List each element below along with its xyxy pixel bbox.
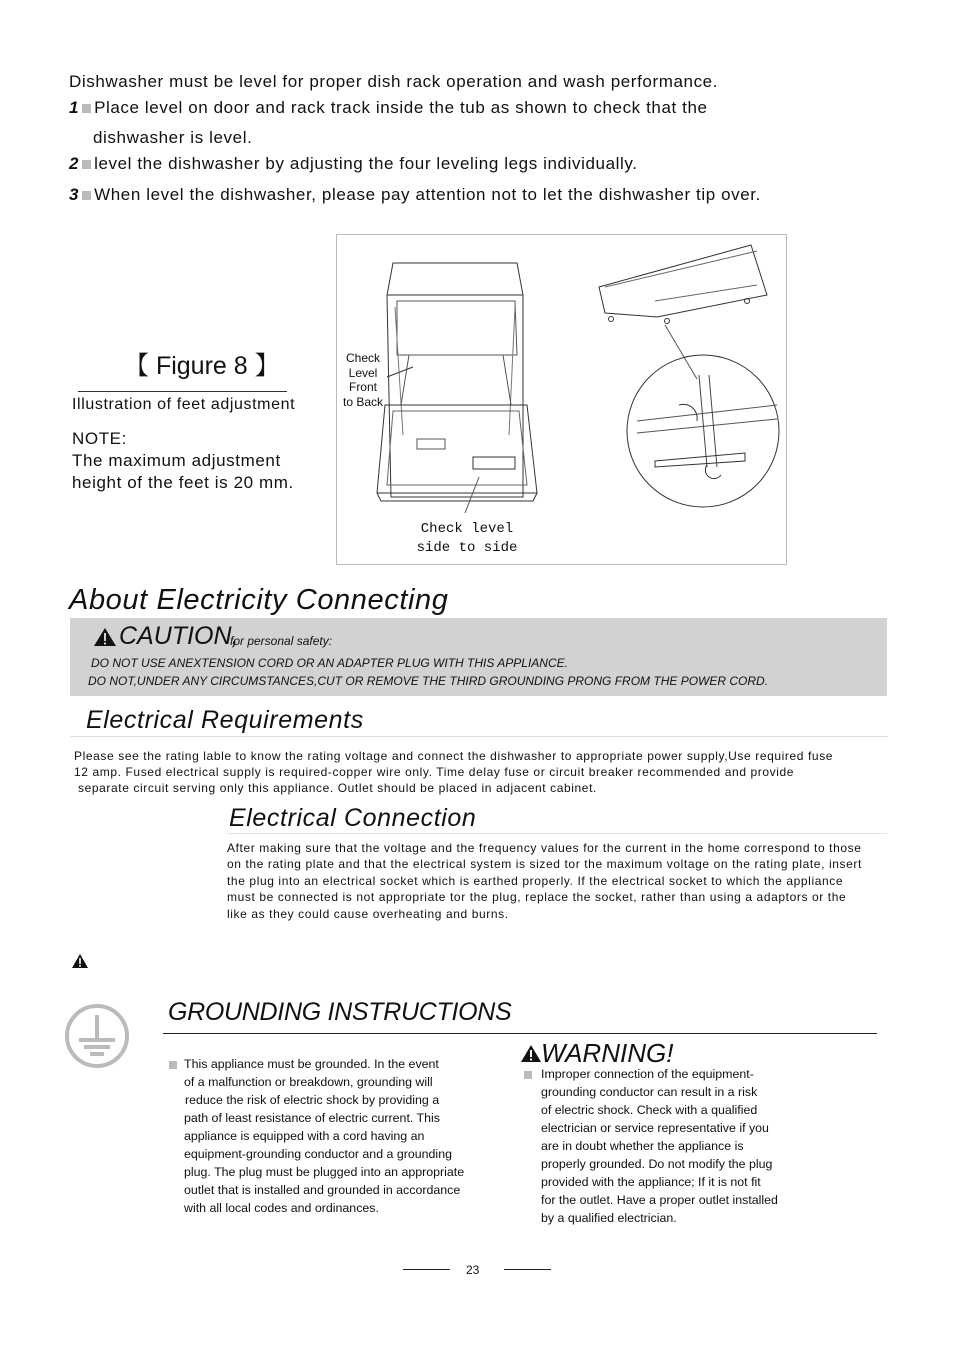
grounding-paragraph xyxy=(184,1055,464,1217)
requirements-line-2: 12 amp. Fused electrical supply is required-copper wire only. Time delay fuse or circuit breaker recommended and provide xyxy=(74,765,795,779)
warning-triangle-icon xyxy=(93,627,117,647)
warning-line-8: for the outlet. Have a proper outlet installed xyxy=(541,1193,778,1207)
step-2-text: level the dishwasher by adjusting the four leveling legs individually. xyxy=(94,154,638,173)
warning-paragraph xyxy=(541,1065,778,1227)
grounding-line-9: with all local codes and ordinances. xyxy=(184,1201,379,1215)
warning-line-2: grounding conductor can result in a risk xyxy=(541,1085,758,1099)
warning-line-7: provided with the appliance; If it is not fit xyxy=(541,1175,761,1189)
warning-line-1: Improper connection of the equipment- xyxy=(541,1067,754,1081)
requirements-line-3: separate circuit serving only this appliance. Outlet should be placed in adjacent cabinet. xyxy=(78,781,597,795)
step-3 xyxy=(69,185,761,205)
bullet-square-icon xyxy=(82,104,91,113)
front-label-line-1: Check xyxy=(345,351,380,365)
page-number-rule-left xyxy=(403,1269,450,1270)
grounding-line-8: outlet that is installed and grounded in accordance xyxy=(184,1183,461,1197)
step-3-number: 3 xyxy=(69,185,80,204)
grounding-line-6: equipment-grounding conductor and a grounding xyxy=(184,1147,452,1161)
step-1-number: 1 xyxy=(69,98,80,117)
step-3-text: When level the dishwasher, please pay attention not to let the dishwasher tip over. xyxy=(94,185,761,204)
grounding-line-1: This appliance must be grounded. In the event xyxy=(184,1057,439,1071)
caution-line-1: DO NOT USE ANEXTENSION CORD OR AN ADAPTER PLUG WITH THIS APPLIANCE. xyxy=(91,656,568,670)
section-heading-requirements: Electrical Requirements xyxy=(86,706,364,734)
figure-caption: Illustration of feet adjustment xyxy=(72,396,296,413)
step-2-number: 2 xyxy=(69,154,80,173)
connection-rule xyxy=(227,833,887,834)
figure-8-illustration xyxy=(336,234,787,565)
side-label-line-2: side to side xyxy=(416,540,518,556)
grounding-line-7: plug. The plug must be plugged into an appropriate xyxy=(184,1165,465,1179)
bullet-square-icon xyxy=(82,191,91,200)
figure-title-rule xyxy=(78,391,287,392)
note-label: NOTE: xyxy=(72,429,127,448)
warning-heading: WARNING! xyxy=(541,1038,674,1068)
step-2 xyxy=(69,154,638,174)
step-1-continuation: dishwasher is level. xyxy=(93,128,253,147)
section-heading-electricity: About Electricity Connecting xyxy=(69,584,449,616)
grounding-line-3: reduce the risk of electric shock by providing a xyxy=(185,1093,440,1107)
connection-line-1: After making sure that the voltage and the frequency values for the current in the home correspond to those xyxy=(227,841,862,855)
front-label-line-4: to Back xyxy=(342,394,384,409)
page-number: 23 xyxy=(466,1263,480,1277)
bullet-square-icon xyxy=(524,1071,532,1079)
bullet-square-icon xyxy=(169,1061,177,1069)
front-label-line-3: Front xyxy=(348,380,377,394)
warning-line-3: of electric shock. Check with a qualified xyxy=(541,1103,758,1117)
page-number-rule-right xyxy=(504,1269,551,1270)
warning-line-4: electrician or service representative if you xyxy=(541,1121,769,1135)
label-check-level-front-to-back xyxy=(339,351,387,409)
bullet-square-icon xyxy=(82,160,91,169)
step-1 xyxy=(69,98,708,118)
warning-triangle-icon xyxy=(520,1044,542,1063)
connection-line-4: must be connected is not appropriate tor the plug, replace the socket, rather than using a adaptors or the xyxy=(227,890,847,904)
connection-line-2: on the rating plate and that the electrical system is sized tor the maximum voltage on the rating plate, insert xyxy=(227,857,862,871)
grounding-rule xyxy=(163,1033,877,1034)
note-line-2: height of the feet is 20 mm. xyxy=(72,473,294,492)
figure-title: 【 Figure 8 】 xyxy=(124,352,280,380)
ground-symbol-icon xyxy=(64,1003,130,1069)
connection-line-3: the plug into an electrical socket which is earthed properly. If the electrical socket to which the appliance xyxy=(227,874,844,888)
warning-line-6: properly grounded. Do not modify the plug xyxy=(541,1157,773,1171)
requirements-rule xyxy=(70,736,888,737)
note-line-1: The maximum adjustment xyxy=(72,451,281,470)
grounding-line-5: appliance is equipped with a cord having an xyxy=(184,1129,425,1143)
section-heading-connection: Electrical Connection xyxy=(229,804,477,832)
figure-note xyxy=(72,428,294,494)
dishwasher-drawing xyxy=(337,235,786,564)
caution-line-2: DO NOT,UNDER ANY CIRCUMSTANCES,CUT OR REMOVE THE THIRD GROUNDING PRONG FROM THE POWER CORD. xyxy=(88,674,769,688)
grounding-line-2: of a malfunction or breakdown, grounding will xyxy=(184,1075,433,1089)
label-check-level-side-to-side xyxy=(397,520,537,558)
grounding-heading: GROUNDING INSTRUCTIONS xyxy=(168,998,512,1026)
intro-text: Dishwasher must be level for proper dish rack operation and wash performance. xyxy=(69,72,719,91)
side-label-line-1: Check level xyxy=(420,521,514,537)
caution-title: CAUTION, xyxy=(119,622,239,650)
warning-line-9: by a qualified electrician. xyxy=(541,1211,677,1225)
grounding-line-4: path of least resistance of electric current. This xyxy=(184,1111,440,1125)
warning-triangle-icon xyxy=(71,953,89,969)
connection-line-5: like as they could cause overheating and burns. xyxy=(227,907,509,921)
warning-line-5: are in doubt whether the appliance is xyxy=(541,1139,744,1153)
caution-subtitle: for personal safety: xyxy=(230,634,333,648)
front-label-line-2: Level xyxy=(348,365,378,380)
requirements-line-1: Please see the rating lable to know the rating voltage and connect the dishwasher to appropriate power supply,Use required fuse xyxy=(74,749,834,763)
step-1-text: Place level on door and rack track inside the tub as shown to check that the xyxy=(94,98,708,117)
